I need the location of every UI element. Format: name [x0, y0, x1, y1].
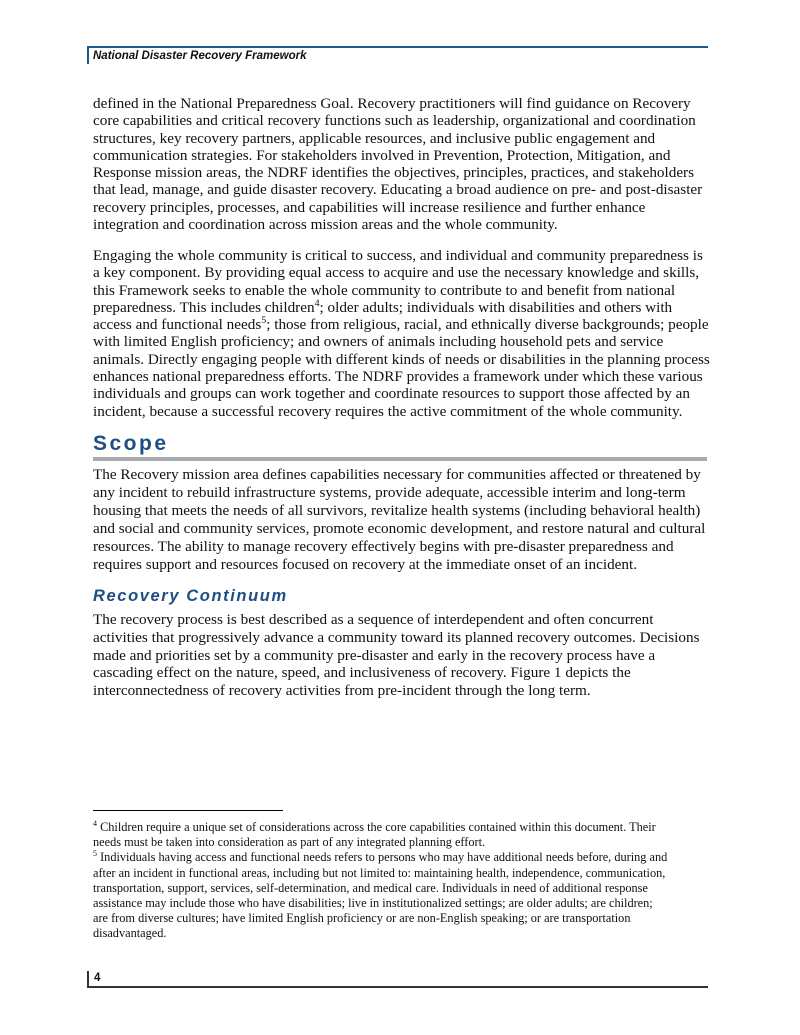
footnote-5: [93, 850, 667, 865]
text-line: The recovery process is best described as a sequence of interdependent and often concurrent: [93, 611, 654, 628]
text: ; older adults; individuals with disabilities and others with: [319, 298, 673, 316]
text-line: animals. Directly engaging people with different kinds of needs or disabilities in the planning process: [93, 350, 710, 368]
footnote-number: 5: [93, 849, 97, 859]
text-line: with limited English proficiency; and owners of animals including household pets and service: [93, 333, 664, 351]
text-line: and social and community services, promote economic development, and restore natural and cultural: [93, 519, 706, 537]
subsection-heading-recovery-continuum: Recovery Continuum: [93, 587, 288, 605]
paragraph-2: [93, 247, 710, 420]
text-line: disadvantaged.: [93, 926, 167, 941]
text-line: [93, 316, 710, 333]
text-line: [93, 299, 710, 316]
text-line: a key component. By providing equal access to acquire and use the necessary knowledge and skills,: [93, 264, 700, 282]
text-line: activities that progressively advance a community toward its planned recovery outcomes. Decisions: [93, 628, 700, 646]
text-line: communication strategies. For stakeholders involved in Prevention, Protection, Mitigation, and: [93, 146, 671, 164]
text-line: after an incident in functional areas, including but not limited to: maintaining health, independence, communication,: [93, 865, 666, 880]
paragraph-1: [93, 95, 702, 233]
text-line: made and priorities set by a community pre-disaster and early in the recovery process have a: [93, 646, 656, 664]
text-line: integration and coordination across mission areas and the whole community.: [93, 216, 558, 234]
text: preparedness. This includes children: [93, 298, 315, 316]
text-line: assistance may include those who have disabilities; live in institutionalized settings; are older adults; are children;: [93, 896, 653, 911]
footnote-ref-5[interactable]: 5: [261, 315, 267, 327]
header-bar: [87, 46, 89, 64]
text-line: transportation, support, services, self-determination, and medical care. Individuals in need of additional response: [93, 880, 648, 895]
text: Children require a unique set of considerations across the core capabilities contained within this document. Their: [97, 820, 656, 834]
paragraph-4: [93, 611, 699, 700]
footer-rule: [87, 986, 708, 988]
text-line: that lead, manage, and guide disaster recovery. Educating a broad audience on pre- and post-disaster: [93, 181, 703, 199]
footnote-ref-4[interactable]: 4: [314, 297, 320, 309]
text: ; those from religious, racial, and ethnically diverse backgrounds; people: [266, 316, 709, 334]
footnote-number: 4: [93, 818, 97, 828]
text: Individuals having access and functional needs refers to persons who may have additional needs before, during and: [97, 850, 668, 865]
text-line: core capabilities and critical recovery functions such as leadership, organizational and coordination: [93, 112, 696, 130]
text-line: Engaging the whole community is critical to success, and individual and community preparedness is: [93, 247, 703, 264]
text-line: incident, because a successful recovery requires the active commitment of the whole community.: [93, 402, 683, 420]
text: access and functional needs: [93, 316, 262, 334]
text-line: Response mission areas, the NDRF identifies the objectives, principles, practices, and stakeholders: [93, 164, 695, 182]
text-line: The Recovery mission area defines capabilities necessary for communities affected or threatened by: [93, 466, 701, 483]
running-header: National Disaster Recovery Framework: [93, 50, 307, 62]
text-line: defined in the National Preparedness Goal. Recovery practitioners will find guidance on Recovery: [93, 95, 691, 112]
page-number: 4: [94, 972, 101, 984]
section-rule: [93, 457, 707, 461]
text-line: individuals and groups can work together and coordinate resources to support those affected by an: [93, 385, 690, 403]
text-line: requires support and resources focused on recovery at the immediate onset of an incident.: [93, 555, 638, 573]
text-line: this Framework seeks to enable the whole community to contribute to and benefit from national: [93, 281, 676, 299]
header-rule: [87, 46, 708, 48]
text-line: recovery principles, processes, and capabilities will increase resilience and further enhance: [93, 198, 646, 216]
text-line: enhances national preparedness efforts. The NDRF provides a framework under which these various: [93, 368, 703, 386]
footnote-4: [93, 820, 667, 835]
text-line: resources. The ability to manage recovery effectively begins with pre-disaster preparedness and: [93, 537, 674, 555]
text-line: structures, key recovery partners, applicable resources, and inclusive public engagement and: [93, 129, 656, 147]
text-line: cascading effect on the nature, speed, and inclusiveness of recovery. Figure 1 depicts the: [93, 664, 631, 682]
footnotes: [93, 820, 667, 942]
text-line: needs must be taken into consideration as part of any integrated planning effort.: [93, 835, 486, 850]
text-line: interconnectedness of recovery activities from pre-incident through the long term.: [93, 682, 591, 700]
text-line: housing that meets the needs of all survivors, revitalize health systems (including behavioral health): [93, 501, 701, 519]
footnote-separator: [93, 810, 283, 811]
paragraph-3: [93, 466, 705, 573]
text-line: any incident to rebuild infrastructure systems, provide adequate, accessible interim and long-term: [93, 483, 686, 501]
section-heading-scope: Scope: [93, 432, 169, 455]
text-line: are from diverse cultures; have limited English proficiency or are non-English speaking; or are transportation: [93, 911, 631, 926]
